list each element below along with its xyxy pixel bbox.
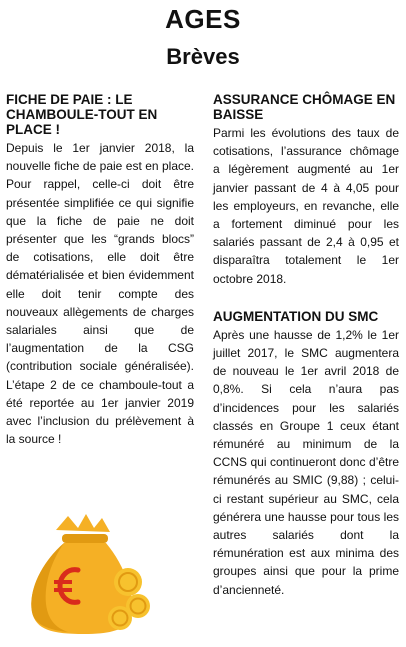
article-body: Après une hausse de 1,2% le 1er juillet 2017, le SMC augmentera de nouveau le 1er avril 2018 de 0,8%. Si cela n’aura pas d’incidences pour les salariés classés en Groupe 1 ceux étant rémunéré au minimum de la CCNS qui continueront donc d’être rémunérés au SMIC (9,88) ; celui-ci restant supérieur au SMC, cela générera une hausse pour tous les autres salariés dont la rémunération est aux minima des groupes ainsi que pour la prime d’ancienneté. bbox=[213, 327, 399, 597]
money-bag-euro-icon bbox=[22, 512, 152, 637]
article-augmentation-smc bbox=[213, 309, 399, 599]
page-subtitle: Brèves bbox=[166, 44, 240, 69]
article-heading: AUGMENTATION DU SMC bbox=[213, 308, 379, 324]
article-heading: FICHE DE PAIE : LE CHAMBOULE-TOUT EN PLACE ! bbox=[6, 92, 158, 137]
article-fiche-de-paie bbox=[6, 92, 194, 448]
article-body: Parmi les évolutions des taux de cotisations, l’assurance chômage a légèrement augmenté au 1er janvier passant de 4 à 4,05 pour les employeurs, en revanche, elle a fortement diminué pour les salariés passant de 2,4 à 0,95 et disparaîtra totalement le 1er octobre 2018. bbox=[213, 126, 399, 286]
left-column bbox=[6, 92, 194, 448]
article-assurance-chomage bbox=[213, 92, 399, 288]
right-column bbox=[213, 92, 399, 599]
page-title: AGES bbox=[165, 4, 241, 34]
article-heading: ASSURANCE CHÔMAGE EN BAISSE bbox=[213, 92, 396, 122]
article-body: Depuis le 1er janvier 2018, la nouvelle fiche de paie est en place. Pour rappel, celle-ci doit être présentée simplifiée ce qui signifie que la fiche de paie ne doit présenter que les “grands blocs” de cotisations, elle doit être dématérialisée et bien évidemment elle doit tenir compte des nouveaux allègements de charges salariales ainsi que de l’augmentation de la CSG (contribution sociale généralisée). L’étape 2 de ce chamboule-tout a été reportée au 1er janvier 2019 avec l’inclusion du prélèvement à la source ! bbox=[6, 141, 194, 447]
